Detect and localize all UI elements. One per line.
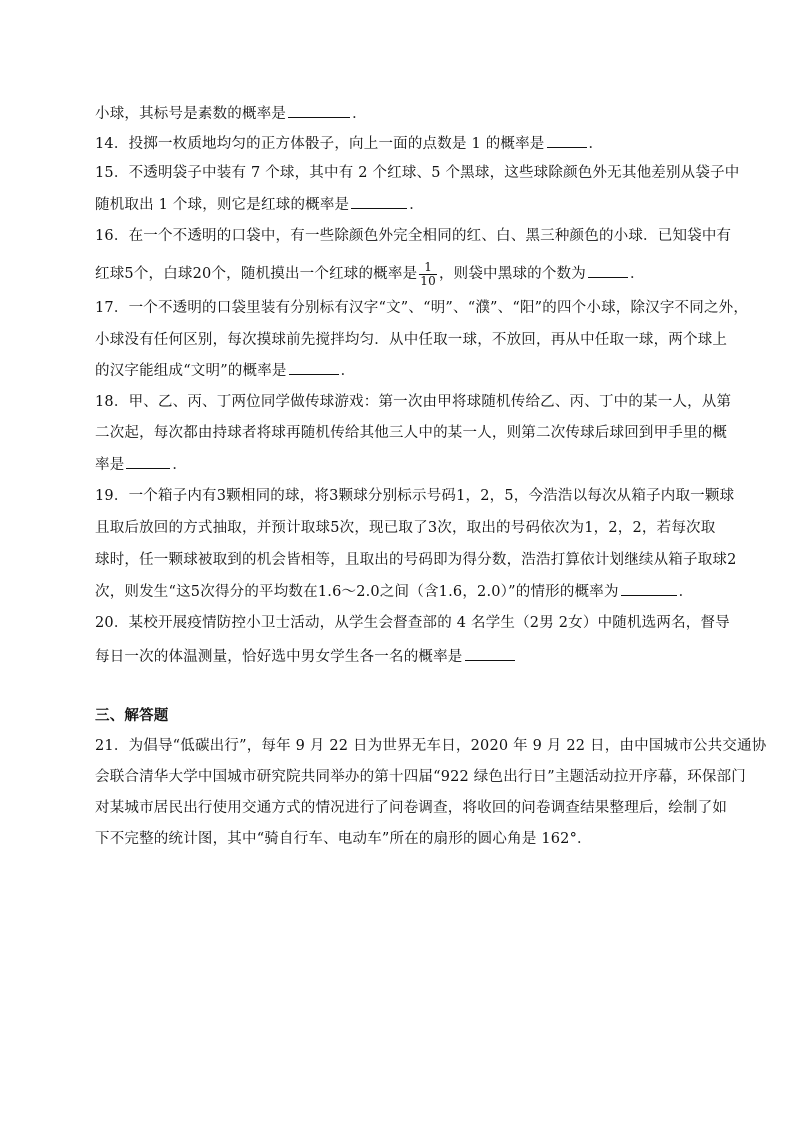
question-20-line-1: 20．某校开展疫情防控小卫士活动，从学生会督查部的 4 名学生（2男 2女）中随机选两名，督导 — [95, 615, 730, 631]
question-15-line-1: 15．不透明袋子中装有 7 个球，其中有 2 个红球、5 个黑球，这些球除颜色外无其他差别从袋子中 — [95, 165, 740, 181]
question-20-line-2: 每日一次的体温测量，恰好选中男女学生各一名的概率是 — [95, 646, 705, 667]
q13-tail-line: 小球，其标号是素数的概率是 ． — [95, 103, 705, 124]
question-17-line-1: 17．一个不透明的口袋里装有分别标有汉字“文”、“明”、“濮”、“阳”的四个小球，除汉字不同之外， — [95, 300, 749, 316]
question-17-line-2: 小球没有任何区别，每次摸球前先搅拌均匀．从中任取一球，不放回，再从中任取一球，两个球上 — [95, 332, 728, 348]
question-14: 14．投掷一枚质地均匀的正方体骰子，向上一面的点数是 1 的概率是 ． — [95, 133, 705, 154]
question-19-line-2: 且取后放回的方式抽取，并预计取球5次，现已取了3次，取出的号码依次为1，2，2，若每次取 — [95, 520, 716, 536]
fraction: $\frac{1}{10}$ — [420, 259, 436, 288]
question-21-line-1: 21．为倡导“低碳出行”，每年 9 月 22 日为世界无车日，2020 年 9 月 22 日，由中国城市公共交通协 — [95, 738, 767, 754]
question-18-line-3: 率是 ． — [95, 454, 705, 475]
question-21-line-2: 会联合清华大学中国城市研究院共同举办的第十四届“922 绿色出行日”主题活动拉开序幕，环保部门 — [95, 769, 747, 785]
question-18-line-2: 二次起，每次都由持球者将球再随机传给其他三人中的某一人，则第二次传球后球回到甲手里的概 — [95, 425, 728, 441]
answer-blank — [547, 133, 587, 148]
answer-blank — [126, 454, 170, 469]
question-17-line-3: 的汉字能组成“文明”的概率是 ． — [95, 360, 705, 381]
section-heading: 三、解答题 — [95, 707, 169, 724]
answer-blank — [351, 194, 407, 209]
question-21-line-3: 对某城市居民出行使用交通方式的情况进行了问卷调查，将收回的问卷调查结果整理后，绘制了如 — [95, 800, 728, 816]
answer-blank — [621, 581, 677, 596]
question-19-line-1: 19．一个箱子内有3颗相同的球，将3颗球分别标示号码1，2，5，今浩浩以每次从箱子内取一颗球 — [95, 488, 735, 504]
question-19-line-3: 球时，任一颗球被取到的机会皆相等，且取出的号码即为得分数，浩浩打算依计划继续从箱子取球2 — [95, 552, 737, 568]
answer-blank — [588, 263, 628, 278]
answer-blank — [465, 646, 515, 661]
question-15-line-2: 随机取出 1 个球，则它是红球的概率是 ． — [95, 194, 705, 215]
question-16-line-1: 16．在一个不透明的口袋中，有一些除颜色外完全相同的红、白、黑三种颜色的小球．已知袋中有 — [95, 228, 732, 244]
question-19-line-4: 次，则发生“这5次得分的平均数在1.6～2.0之间（含1.6，2.0）”的情形的概率为 ． — [95, 581, 705, 602]
answer-blank — [288, 103, 350, 118]
answer-blank — [289, 360, 339, 375]
question-16-line-2: 红球5个，白球20个，随机摸出一个红球的概率是 $\frac{1}{10}$ ，则袋中黑球的个数为 ． — [95, 259, 645, 288]
question-18-line-1: 18．甲、乙、丙、丁两位同学做传球游戏：第一次由甲将球随机传给乙、丙、丁中的某一人，从第 — [95, 394, 732, 410]
question-21-line-4: 下不完整的统计图，其中“骑自行车、电动车”所在的扇形的圆心角是 162°． — [95, 831, 592, 847]
